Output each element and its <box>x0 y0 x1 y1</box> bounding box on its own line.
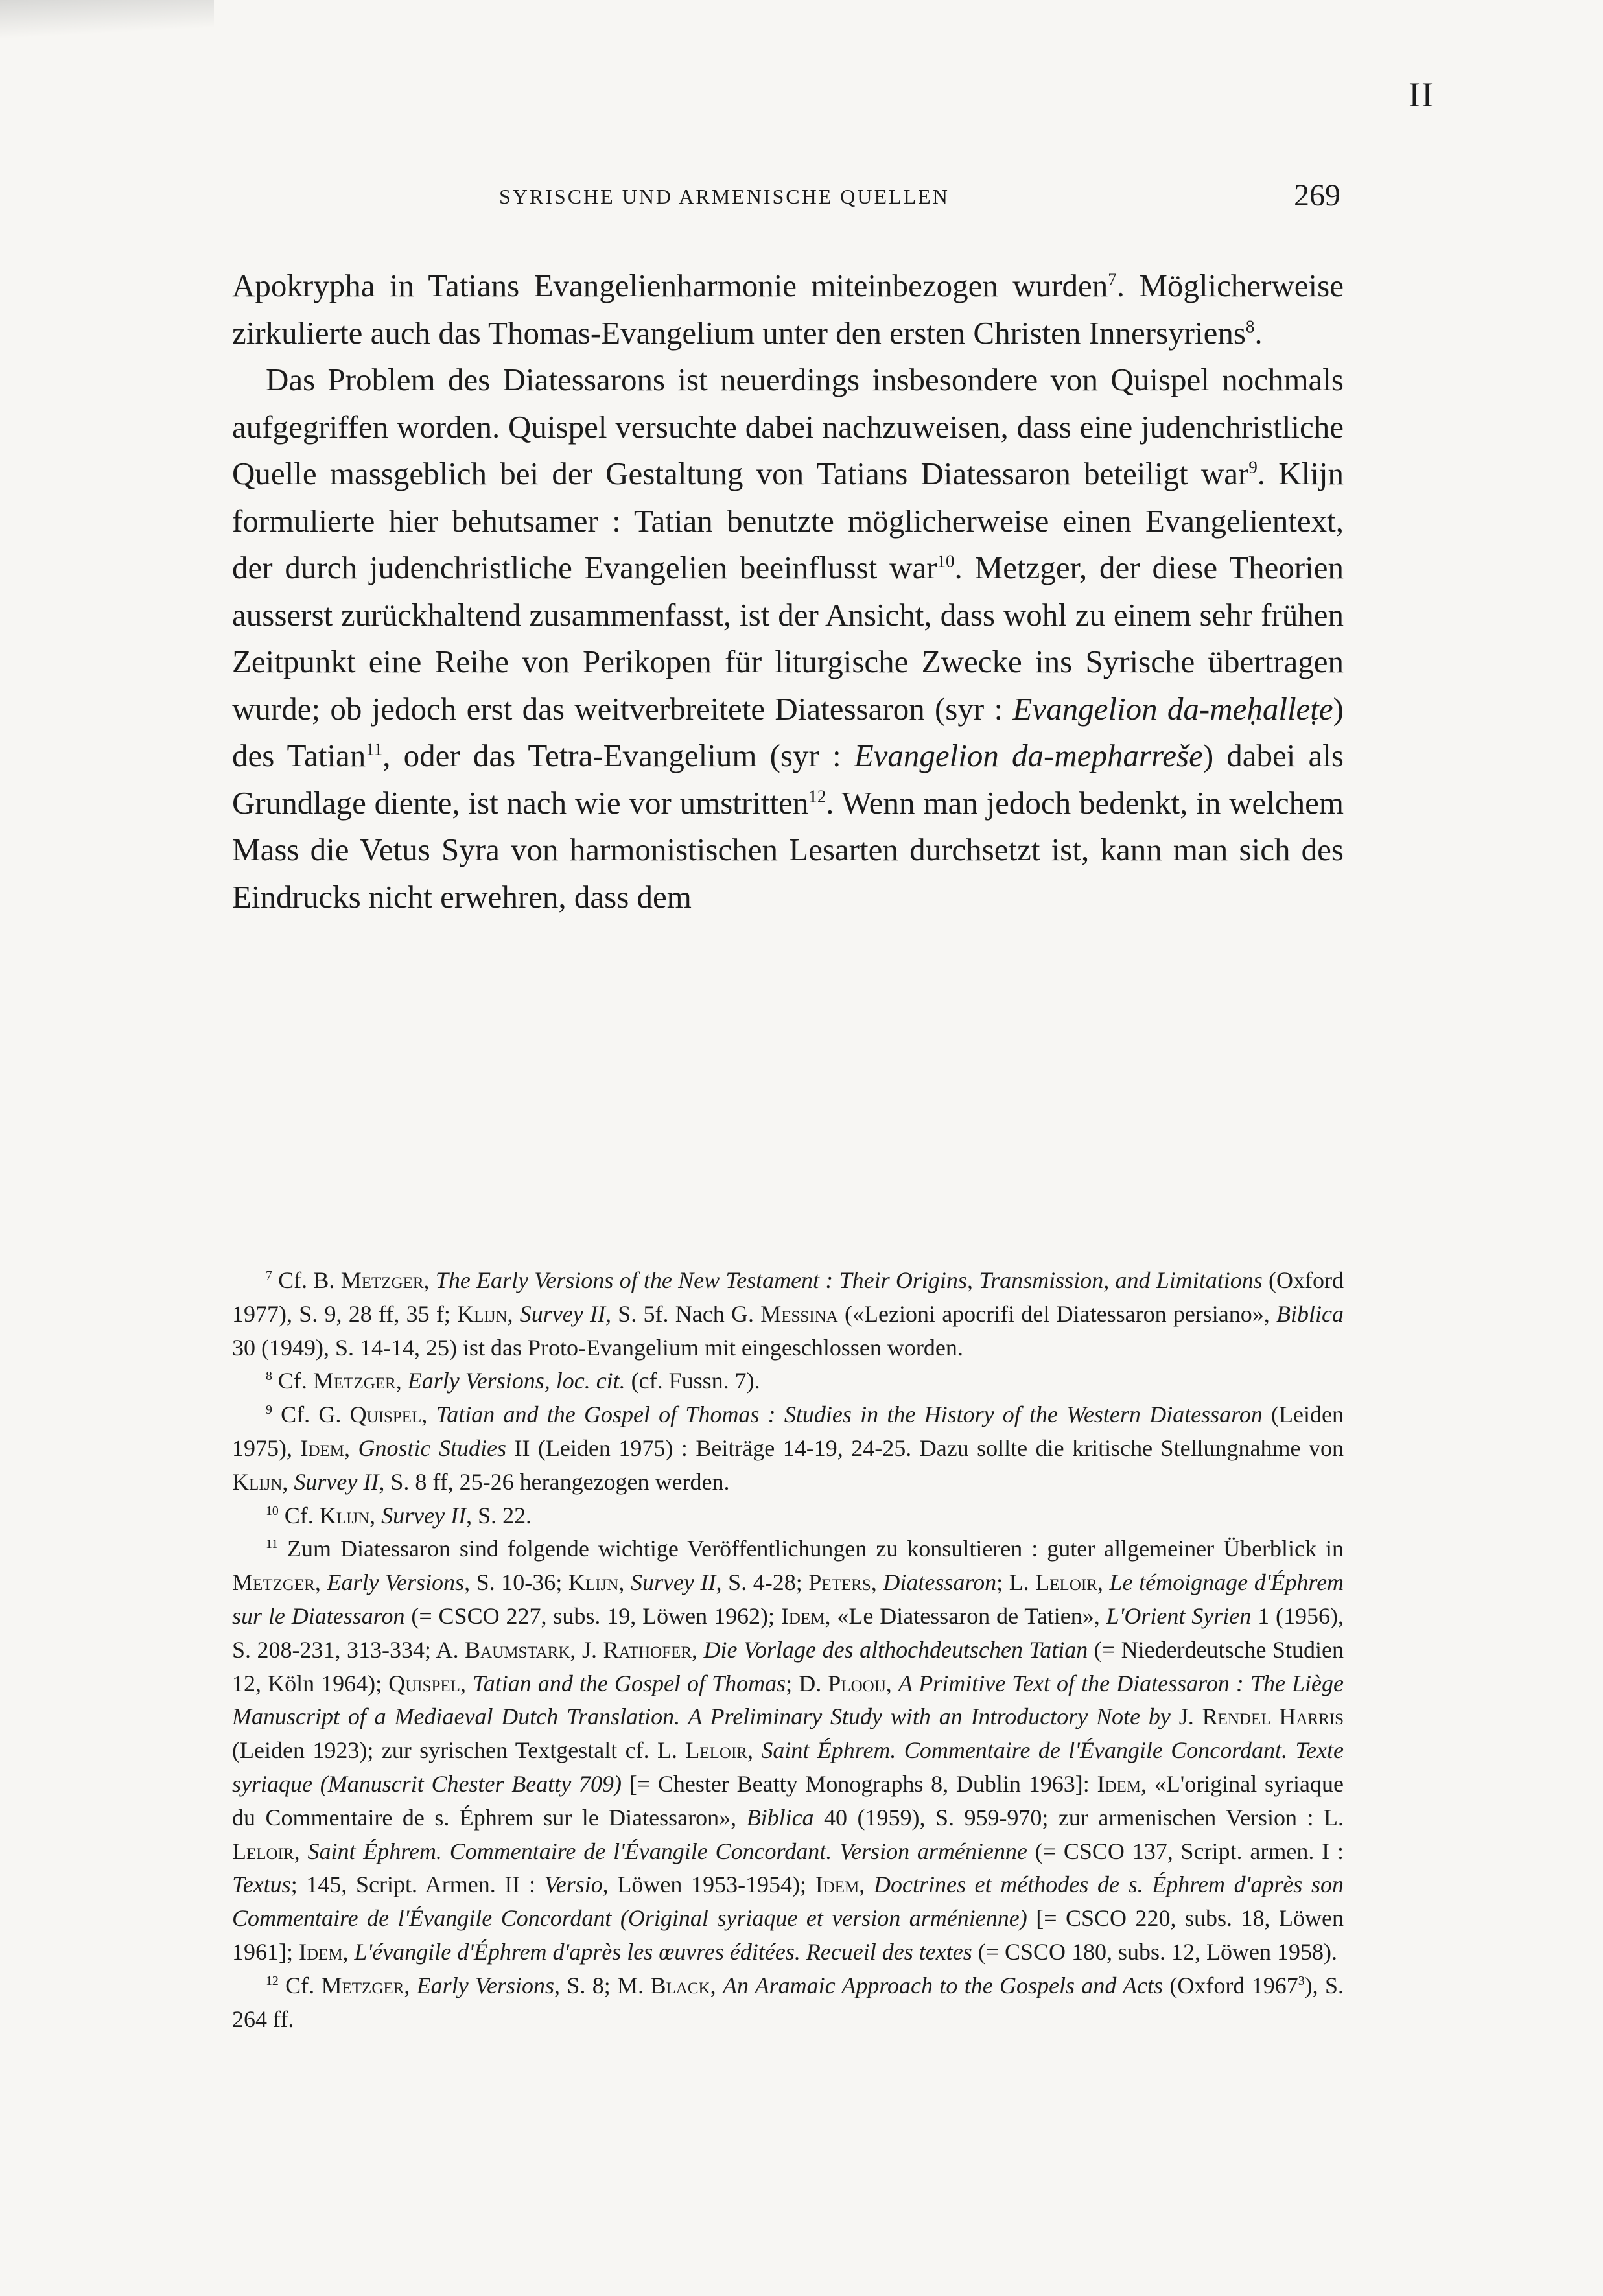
footnote-9: $^9$ Cf. G. Quispel, Tatian and the Gospel of Thomas : Studies in the History of the Western Diatessaron (Leiden 1975), Idem, Gnostic Studies II (Leiden 1975) : Beiträge 14-19, 24-25. Dazu sollte die kritische Stellungnahme von Klijn, Survey II, S. 8 ff, 25-26 herangezogen werden. <box>232 1401 1344 1495</box>
main-text <box>232 263 1344 920</box>
footnote-ref-7[interactable]: 7 <box>1108 269 1117 289</box>
page-number: 269 <box>1294 178 1340 213</box>
footnote-12: $^{12}$ Cf. Metzger, Early Versions, S. 8; M. Black, An Aramaic Approach to the Gospels and Acts (Oxford 1967$^3$), S. 264 ff. <box>232 1972 1344 2032</box>
footnote-10: $^{10}$ Cf. Klijn, Survey II, S. 22. <box>266 1502 532 1529</box>
section-numeral: II <box>1409 75 1434 114</box>
paragraph-2: Das Problem des Diatessarons ist neuerdings insbesondere von Quispel nochmals aufgegriffen worden. Quispel versuchte dabei nachzuweisen, dass eine judenchristliche Quelle massgeblich bei der Gestaltung von Tatians Diatessaron beteiligt war$^9$. Klijn formulierte hier behutsamer : Tatian benutzte möglicherweise einen Evangelientext, der durch judenchristliche Evangelien beeinflusst war$^{10}$. Metzger, der diese Theorien ausserst zurückhaltend zusammenfasst, ist der Ansicht, dass wohl zu einem sehr frühen Zeitpunkt eine Reihe von Perikopen für liturgische Zwecke ins Syrische übertragen wurde; ob jedoch erst das weitverbreitete Diatessaron (syr : Evangelion da-meḥalleṭe) des Tatian$^{11}$, oder das Tetra-Evangelium (syr : Evangelion da-mepharreše) dabei als Grundlage diente, ist nach wie vor umstritten$^{12}$. Wenn man jedoch bedenkt, in welchem Mass die Vetus Syra von harmonistischen Lesarten durchsetzt ist, kann man sich des Eindrucks nicht erwehren, dass dem <box>232 362 1344 915</box>
footnote-ref-10[interactable]: 10 <box>937 551 955 571</box>
footnote-7: $^7$ Cf. B. Metzger, The Early Versions of the New Testament : Their Origins, Transmission, and Limitations (Oxford 1977), S. 9, 28 ff, 35 f; Klijn, Survey II, S. 5f. Nach G. Messina («Lezioni apocrifi del Diatessaron persiano», Biblica 30 (1949), S. 14-14, 25) ist das Proto-Evangelium mit eingeschlossen worden. <box>232 1267 1344 1361</box>
footnote-11: $^{11}$ Zum Diatessaron sind folgende wichtige Veröffentlichungen zu konsultieren : guter allgemeiner Überblick in Metzger, Early Versions, S. 10-36; Klijn, Survey II, S. 4-28; Peters, Diatessaron; L. Leloir, Le témoignage d'Éphrem sur le Diatessaron (= CSCO 227, subs. 19, Löwen 1962); Idem, «Le Diatessaron de Tatien», L'Orient Syrien 1 (1956), S. 208-231, 313-334; A. Baumstark, J. Rathofer, Die Vorlage des althochdeutschen Tatian (= Niederdeutsche Studien 12, Köln 1964); Quispel, Tatian and the Gospel of Thomas; D. Plooij, A Primitive Text of the Diatessaron : The Liège Manuscript of a Mediaeval Dutch Translation. A Preliminary Study with an Introductory Note by J. Rendel Harris (Leiden 1923); zur syrischen Textgestalt cf. L. Leloir, Saint Éphrem. Commentaire de l'Évangile Concordant. Texte syriaque (Manuscrit Chester Beatty 709) [= Chester Beatty Monographs 8, Dublin 1963]: Idem, «L'original syriaque du Commentaire de s. Éphrem sur le Diatessaron», Biblica 40 (1959), S. 959-970; zur armenischen Version : L. Leloir, Saint Éphrem. Commentaire de l'Évangile Concordant. Version arménienne (= CSCO 137, Script. armen. I : Textus; 145, Script. Armen. II : Versio, Löwen 1953-1954); Idem, Doctrines et méthodes de s. Éphrem d'après son Commentaire de l'Évangile Concordant (Original syriaque et version arménienne) [= CSCO 220, subs. 18, Löwen 1961]; Idem, L'évangile d'Éphrem d'après les œuvres éditées. Recueil des textes (= CSCO 180, subs. 12, Löwen 1958). <box>232 1536 1344 1965</box>
scan-shadow <box>0 0 214 39</box>
footnote-ref-12[interactable]: 12 <box>808 786 826 806</box>
footnote-ref-9[interactable]: 9 <box>1248 457 1258 477</box>
footnote-ref-11[interactable]: 11 <box>366 739 383 759</box>
running-head: SYRISCHE UND ARMENISCHE QUELLEN <box>499 185 950 208</box>
paragraph-1: Apokrypha in Tatians Evangelienharmonie miteinbezogen wurden$^7$. Möglicherweise zirkulierte auch das Thomas-Evangelium unter den ersten Christen Innersyriens$^8$. <box>232 268 1344 351</box>
footnote-8: $^8$ Cf. Metzger, Early Versions, loc. cit. (cf. Fussn. 7). <box>266 1368 760 1394</box>
footnotes <box>232 1264 1344 2036</box>
footnote-ref-8[interactable]: 8 <box>1245 316 1255 336</box>
